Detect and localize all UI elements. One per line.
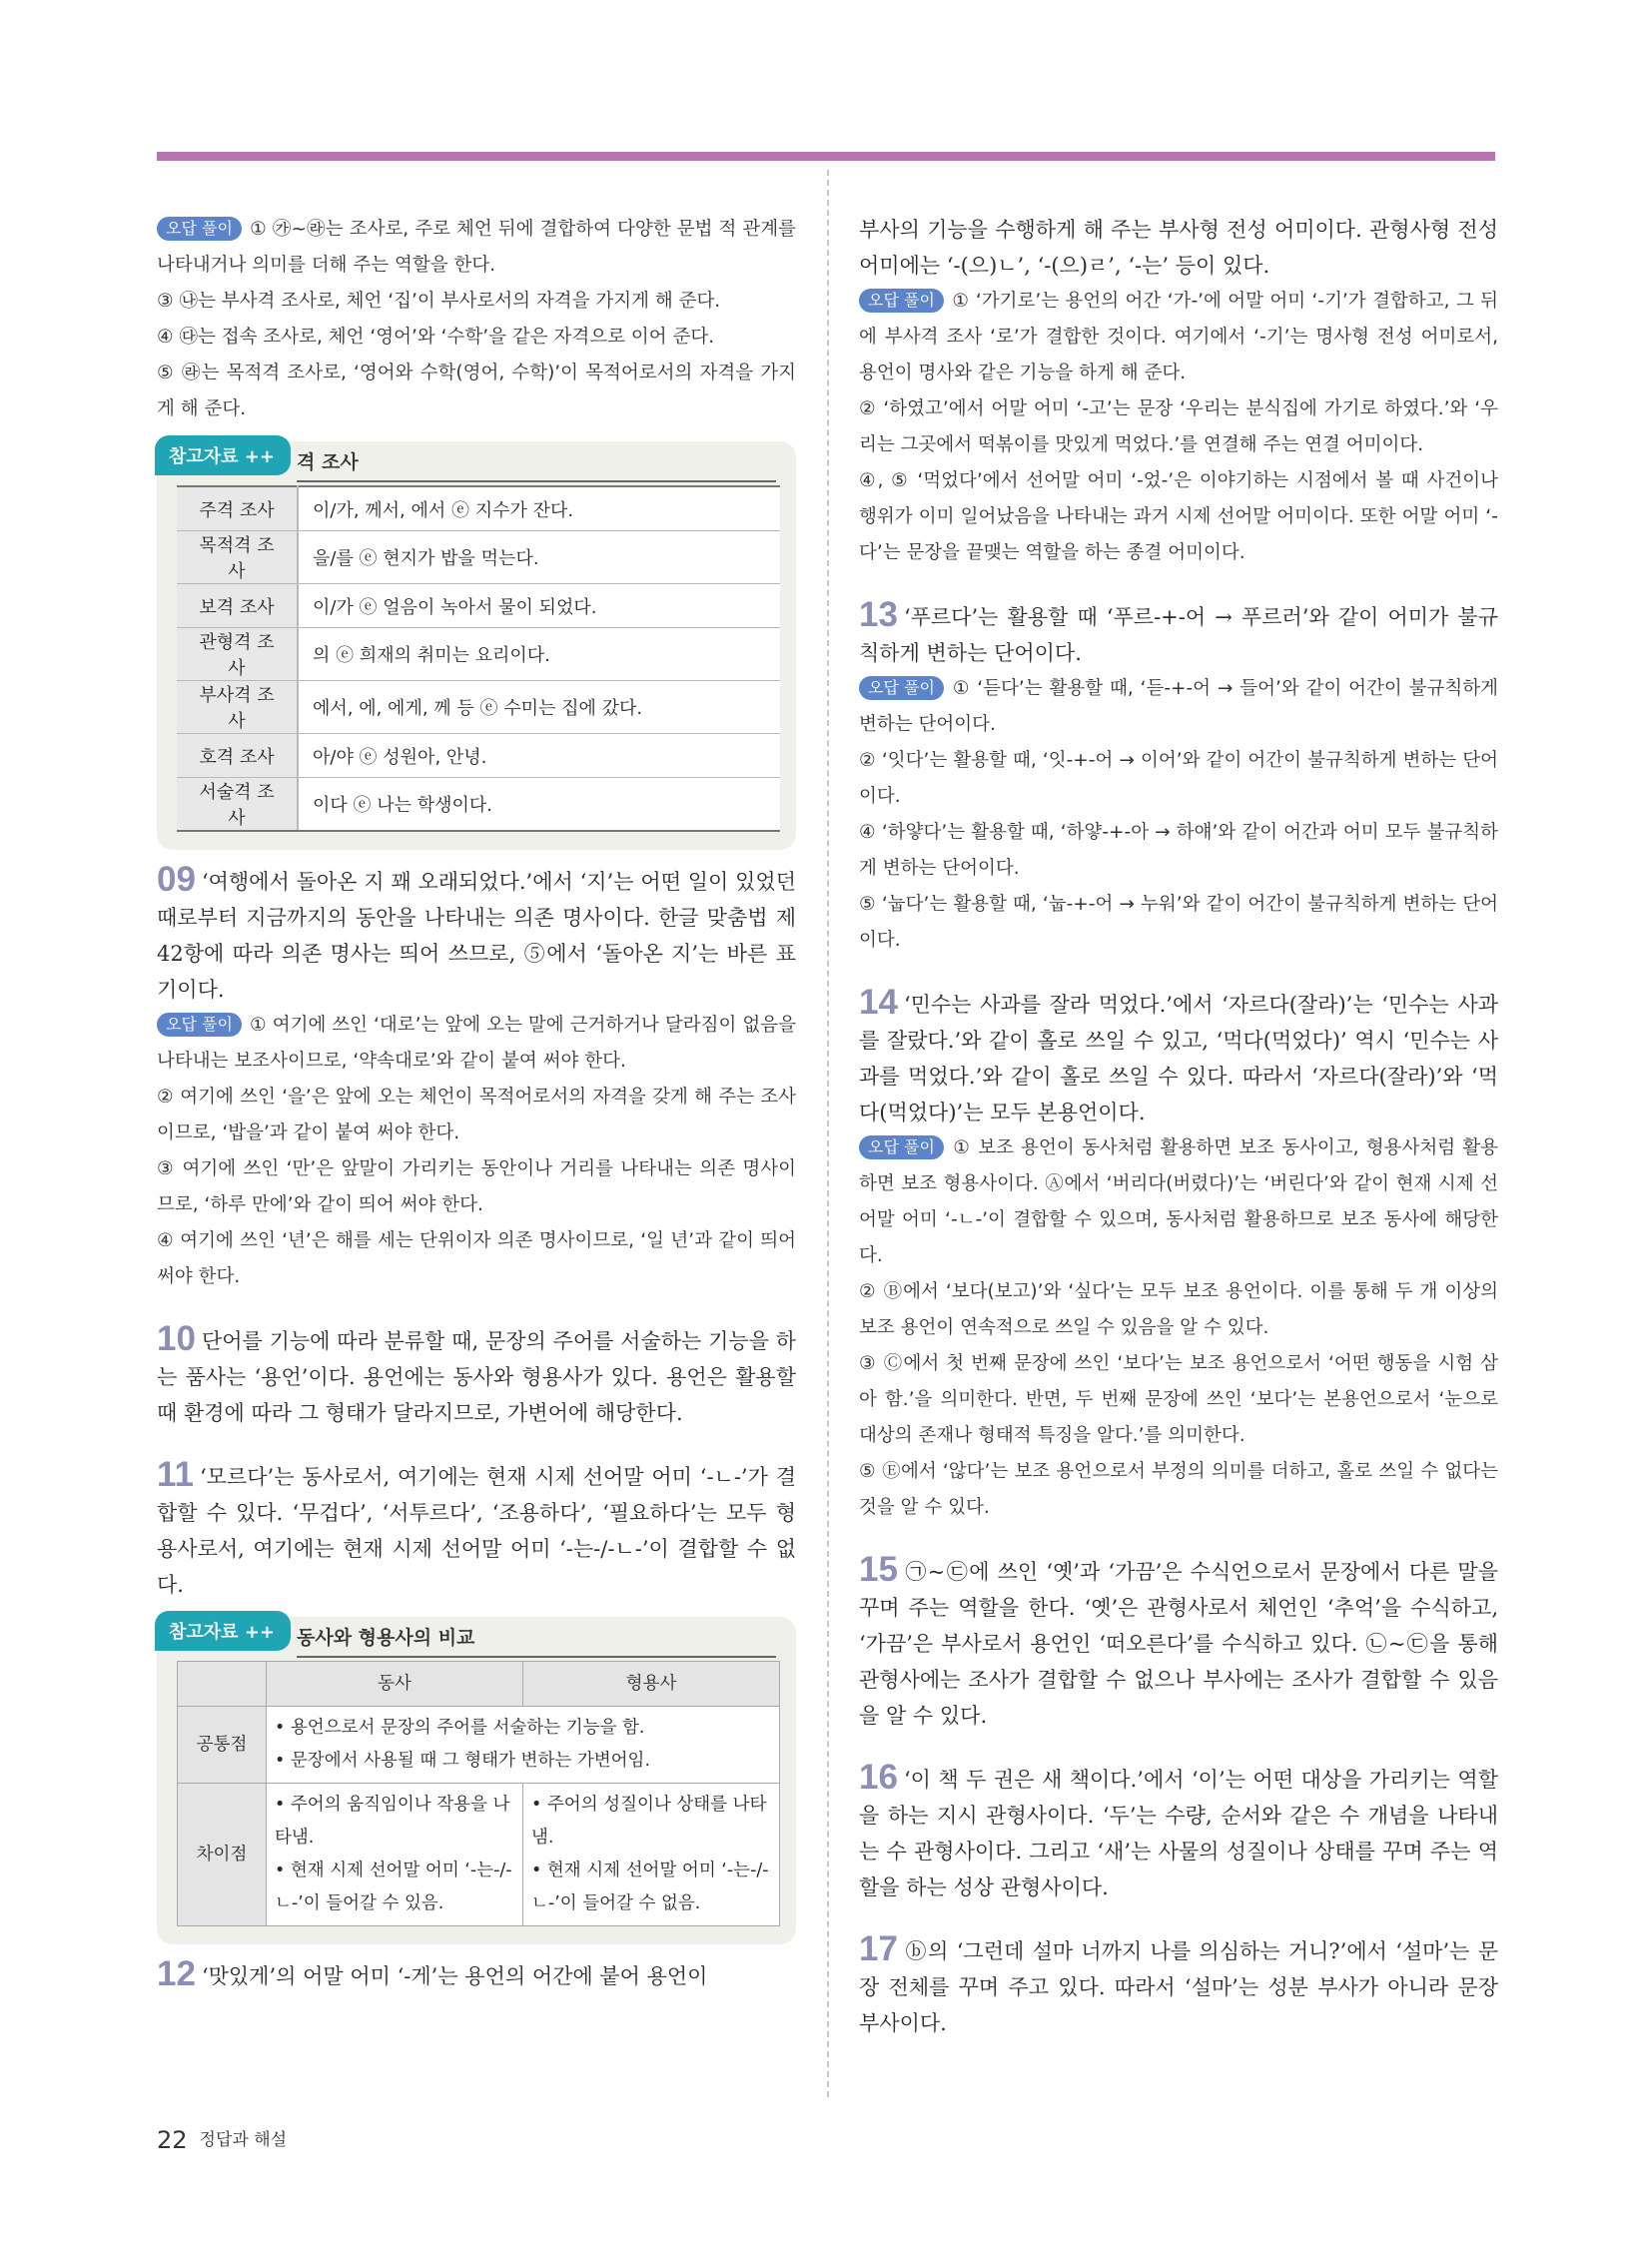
q12-note-3: ④, ⑤ ‘먹었다’에서 선어말 어미 ‘-었-’은 이야기하는 시점에서 볼 때 사건이나 행위가 이미 일어났음을 나타내는 과거 시제 선어말 어미이다. 또한 어말 어미 ‘-다’는 문장을 끝맺는 역할을 하는 종결 어미이다. — [859, 470, 1498, 563]
q12-note-1: 오답 풀이 ① ‘가기로’는 용언의 어간 ‘가-’에 어말 어미 ‘-기’가 결합하고, 그 뒤에 부사격 조사 ‘로’가 결합한 것이다. 여기에서 ‘-기’는 명사형 전성 어미로서, 용언이 명사와 같은 기능을 하게 해 준다. — [859, 291, 1498, 383]
top-accent-bar — [157, 152, 1495, 161]
footer-label: 정답과 해설 — [199, 2130, 288, 2150]
q14-note-2: ② Ⓑ에서 ‘보다(보고)’와 ‘싶다’는 모두 보조 용언이다. 이를 통해 두 개 이상의 보조 용언이 연속적으로 쓰일 수 있음을 알 수 있다. — [859, 1281, 1498, 1338]
reference-title: 격 조사 — [297, 447, 776, 482]
table-row: 주격 조사 이/가, 께서, 에서 ⓔ 지수가 잔다. — [177, 486, 780, 531]
table-row: 목적격 조사 을/를 ⓔ 현지가 밥을 먹는다. — [177, 531, 780, 584]
answer-badge: 오답 풀이 — [157, 1013, 242, 1037]
q13-note-4: ⑤ ‘눕다’는 활용할 때, ‘눕-+-어 → 누워’와 같이 어간이 불규칙하게 변하는 단어이다. — [859, 894, 1498, 951]
intro-line-4: ⑤ ㉱는 목적격 조사로, ‘영어와 수학(영어, 수학)’이 목적어로서의 자격을 가지게 해 준다. — [157, 363, 796, 419]
q14-note-3: ③ Ⓒ에서 첫 번째 문장에 쓰인 ‘보다’는 보조 용언으로서 ‘어떤 행동을 시험 삼아 함.’을 의미한다. 반면, 두 번째 문장에 쓰인 ‘보다’는 본용언으로서 ‘눈으로 대상의 존재나 형태적 특징을 알다.’를 의미한다. — [859, 1353, 1498, 1446]
question-09: 09 ‘여행에서 돌아온 지 꽤 오래되었다.’에서 ‘지’는 어떤 일이 있었던 때로부터 지금까지의 동안을 나타내는 의존 명사이다. 한글 맞춤법 제42항에 따라 의존 명사는 띄어 쓰므로, ⑤에서 ‘돌아온 지’는 바른 표기이다. — [157, 860, 796, 1002]
q14-note-4: ⑤ Ⓔ에서 ‘않다’는 보조 용언으로서 부정의 의미를 더하고, 홀로 쓰일 수 없다는 것을 알 수 있다. — [859, 1461, 1498, 1518]
intro-line-2: ③ ㉯는 부사격 조사로, 체언 ‘집’이 부사로서의 자격을 가지게 해 준다. — [157, 291, 721, 312]
table-row: 호격 조사 아/야 ⓔ 성원아, 안녕. — [177, 734, 780, 778]
answer-badge: 오답 풀이 — [157, 217, 242, 241]
q13-note-3: ④ ‘하얗다’는 활용할 때, ‘하얗-+-아 → 하얘’와 같이 어간과 어미 모두 불규칙하게 변하는 단어이다. — [859, 822, 1498, 879]
q09-note-4: ④ 여기에 쓰인 ‘년’은 해를 세는 단위이자 의존 명사이므로, ‘일 년’과 같이 띄어 써야 한다. — [157, 1230, 796, 1287]
reference-box-verb-adjective — [157, 1617, 796, 1944]
question-12: 12 ‘맛있게’의 어말 어미 ‘-게’는 용언의 어간에 붙어 용언이 — [157, 1954, 708, 1993]
table-row: 차이점 • 주어의 움직임이나 작용을 나타냄. • 현재 시제 선어말 어미 ‘-는-/-ㄴ-’이 들어갈 수 있음. • 주어의 성질이나 상태를 나타냄. • 현재 시제 선어말 어미 ‘-는-/-ㄴ-’이 들어갈 수 없음. — [178, 1784, 780, 1926]
answer-badge: 오답 풀이 — [859, 1135, 944, 1159]
question-number: 11 — [157, 1455, 194, 1494]
question-number: 16 — [859, 1758, 898, 1797]
question-15: 15 ㉠~㉢에 쓰인 ‘옛’과 ‘가끔’은 수식언으로서 문장에서 다른 말을 꾸며 주는 역할을 한다. ‘옛’은 관형사로서 체언인 ‘추억’을 수식하고, ‘가끔’은 부사로서 용언인 ‘떠오른다’를 수식하고 있다. ㉡~㉢을 통해 관형사에는 조사가 결합할 수 없으나 부사에는 조사가 결합할 수 있음을 알 수 있다. — [859, 1550, 1498, 1728]
page-footer — [157, 2125, 287, 2154]
question-number: 10 — [157, 1319, 196, 1358]
q09-note-2: ② 여기에 쓰인 ‘을’은 앞에 오는 체언이 목적어로서의 자격을 갖게 해 주는 조사이므로, ‘밥을’과 같이 붙여 써야 한다. — [157, 1087, 796, 1143]
reference-title: 동사와 형용사의 비교 — [297, 1623, 776, 1658]
question-10: 10 단어를 기능에 따라 분류할 때, 문장의 주어를 서술하는 기능을 하는 품사는 ‘용언’이다. 용언에는 동사와 형용사가 있다. 용언은 활용할 때 환경에 따라 그 형태가 달라지므로, 가변어에 해당한다. — [157, 1319, 796, 1425]
case-particle-table — [177, 485, 780, 832]
question-number: 15 — [859, 1550, 898, 1589]
q14-note-1: 오답 풀이 ① 보조 용언이 동사처럼 활용하면 보조 동사이고, 형용사처럼 활용하면 보조 형용사이다. Ⓐ에서 ‘버리다(버렸다)’는 ‘버린다’와 같이 현재 시제 선어말 어미 ‘-ㄴ-’이 결합할 수 있으며, 동사처럼 활용하므로 보조 동사에 해당한다. — [859, 1137, 1498, 1266]
table-row: 서술격 조사 이다 ⓔ 나는 학생이다. — [177, 778, 780, 832]
column-divider — [827, 170, 829, 2097]
reference-box-case-particles — [157, 441, 796, 850]
table-row: 공통점 • 용언으로서 문장의 주어를 서술하는 기능을 함. • 문장에서 사용될 때 그 형태가 변하는 가변어임. — [178, 1707, 780, 1784]
question-number: 12 — [157, 1954, 196, 1993]
answer-badge: 오답 풀이 — [859, 289, 944, 313]
verb-adjective-table — [177, 1661, 780, 1926]
q13-note-2: ② ‘잇다’는 활용할 때, ‘잇-+-어 → 이어’와 같이 어간이 불규칙하게 변하는 단어이다. — [859, 750, 1498, 807]
question-16: 16 ‘이 책 두 권은 새 책이다.’에서 ‘이’는 어떤 대상을 가리키는 역할을 하는 지시 관형사이다. ‘두’는 수량, 순서와 같은 수 개념을 나타내는 수 관형사이다. 그리고 ‘새’는 사물의 성질이나 상태를 꾸며 주는 역할을 하는 성상 관형사이다. — [859, 1758, 1498, 1899]
question-number: 17 — [859, 1929, 898, 1968]
page-number: 22 — [157, 2126, 188, 2154]
left-column — [157, 212, 796, 1994]
table-header-row: 동사 형용사 — [178, 1662, 780, 1707]
q09-note-1: 오답 풀이 ① 여기에 쓰인 ‘대로’는 앞에 오는 말에 근거하거나 달라짐이 없음을 나타내는 보조사이므로, ‘약속대로’와 같이 붙여 써야 한다. — [157, 1015, 796, 1072]
question-number: 09 — [157, 860, 196, 899]
question-17: 17 ⓑ의 ‘그런데 설마 너까지 나를 의심하는 거니?’에서 ‘설마’는 문장 전체를 꾸며 주고 있다. 따라서 ‘설마’는 성분 부사가 아니라 문장 부사이다. — [859, 1929, 1498, 2035]
q09-note-3: ③ 여기에 쓰인 ‘만’은 앞말이 가리키는 동안이나 거리를 나타내는 의존 명사이므로, ‘하루 만에’와 같이 띄어 써야 한다. — [157, 1158, 796, 1215]
table-row: 부사격 조사 에서, 에, 에게, 께 등 ⓔ 수미는 집에 갔다. — [177, 681, 780, 734]
question-number: 14 — [859, 983, 898, 1022]
answer-badge: 오답 풀이 — [859, 676, 944, 700]
question-11: 11 ‘모르다’는 동사로서, 여기에는 현재 시제 선어말 어미 ‘-ㄴ-’가 결합할 수 있다. ‘무겁다’, ‘서투르다’, ‘조용하다’, ‘필요하다’는 모두 형용사로서, 여기에는 현재 시제 선어말 어미 ‘-는-/-ㄴ-’이 결합할 수 없다. — [157, 1455, 796, 1597]
q13-note-1: 오답 풀이 ① ‘듣다’는 활용할 때, ‘듣-+-어 → 들어’와 같이 어간이 불규칙하게 변하는 단어이다. — [859, 678, 1498, 735]
table-row: 보격 조사 이/가 ⓔ 얼음이 녹아서 물이 되었다. — [177, 584, 780, 628]
intro-line-1: 오답 풀이 ① ㉮~㉱는 조사로, 주로 체언 뒤에 결합하여 다양한 문법 적 관계를 나타내거나 의미를 더해 주는 역할을 한다. — [157, 219, 796, 276]
table-row: 관형격 조사 의 ⓔ 희재의 취미는 요리이다. — [177, 628, 780, 681]
question-14: 14 ‘민수는 사과를 잘라 먹었다.’에서 ‘자르다(잘라)’는 ‘민수는 사과를 잘랐다.’와 같이 홀로 쓰일 수 있고, ‘먹다(먹었다)’ 역시 ‘민수는 사과를 먹었다.’와 같이 홀로 쓰일 수 있다. 따라서 ‘자르다(잘라)’와 ‘먹다(먹었다)’는 모두 본용언이다. — [859, 983, 1498, 1124]
question-13: 13 ‘푸르다’는 활용할 때 ‘푸르-+-어 → 푸르러’와 같이 어미가 불규칙하게 변하는 단어이다. — [859, 595, 1498, 665]
question-number: 13 — [859, 595, 898, 634]
right-column — [859, 212, 1498, 2041]
reference-tab: 참고자료 ++ — [155, 1611, 291, 1651]
intro-line-3: ④ ㉰는 접속 조사로, 체언 ‘영어’와 ‘수학’을 같은 자격으로 이어 준다. — [157, 327, 715, 348]
reference-tab: 참고자료 ++ — [155, 435, 291, 475]
question-12-continued: 부사의 기능을 수행하게 해 주는 부사형 전성 어미이다. 관형사형 전성 어미에는 ‘-(으)ㄴ’, ‘-(으)ㄹ’, ‘-는’ 등이 있다. — [859, 218, 1498, 278]
q12-note-2: ② ‘하였고’에서 어말 어미 ‘-고’는 문장 ‘우리는 분식집에 가기로 하였다.’와 ‘우리는 그곳에서 떡볶이를 맛있게 먹었다.’를 연결해 주는 연결 어미이다. — [859, 398, 1498, 455]
